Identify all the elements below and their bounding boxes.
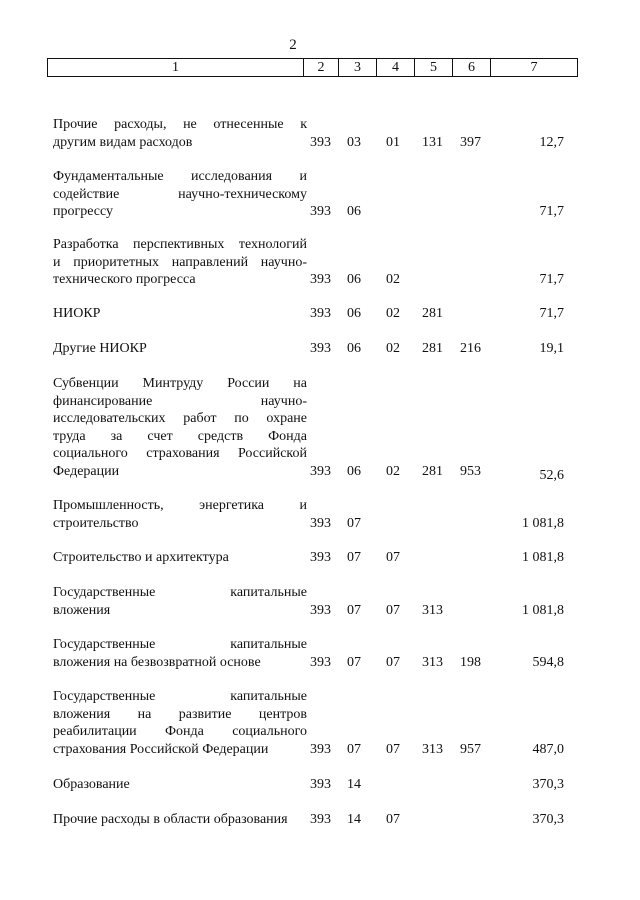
row-name-line: Субвенции Минтруду России на xyxy=(53,376,307,391)
row-name-line: Другие НИОКР xyxy=(53,341,147,356)
row-name-line: вложения xyxy=(53,602,111,618)
row-name-line: вложения на безвозвратной основе xyxy=(53,654,261,670)
cell-col-3: 07 xyxy=(347,550,361,565)
row-name xyxy=(53,375,307,480)
cell-col-7: 52,6 xyxy=(539,468,564,483)
cell-col-7: 487,0 xyxy=(532,741,564,757)
row-name-line: Строительство и архитектура xyxy=(53,550,229,565)
cell-col-3: 06 xyxy=(347,204,361,219)
row-name xyxy=(53,636,307,671)
row-name-line: содействие научно-техническому xyxy=(53,186,307,202)
column-header-6: 6 xyxy=(453,59,491,77)
cell-col-7: 370,3 xyxy=(532,777,564,792)
cell-col-3: 06 xyxy=(347,272,361,287)
cell-col-3: 06 xyxy=(347,341,361,356)
row-name xyxy=(53,236,307,289)
row-name-line: Прочие расходы в области образования xyxy=(53,812,288,827)
cell-col-6: 397 xyxy=(460,134,481,150)
cell-col-2: 393 xyxy=(310,463,331,479)
row-name-line: Фундаментальные исследования и xyxy=(53,169,307,184)
row-name-line: НИОКР xyxy=(53,306,101,321)
cell-col-4: 02 xyxy=(386,306,400,321)
cell-col-3: 03 xyxy=(347,134,361,150)
row-name xyxy=(53,549,307,567)
cell-col-6: 953 xyxy=(460,463,481,479)
cell-col-7: 1 081,8 xyxy=(522,515,564,531)
row-name xyxy=(53,811,307,829)
cell-col-4: 07 xyxy=(386,550,400,565)
row-name xyxy=(53,497,307,532)
cell-col-3: 14 xyxy=(347,812,361,827)
cell-col-3: 07 xyxy=(347,741,361,757)
page-number: 2 xyxy=(289,37,297,53)
row-name-line: строительство xyxy=(53,515,139,531)
column-header-1: 1 xyxy=(48,59,304,77)
cell-col-2: 393 xyxy=(310,306,331,321)
row-name-line: технического прогресса xyxy=(53,272,196,287)
cell-col-4: 02 xyxy=(386,341,400,356)
row-name xyxy=(53,168,307,221)
cell-col-5: 281 xyxy=(422,306,443,321)
cell-col-3: 06 xyxy=(347,306,361,321)
column-header-5: 5 xyxy=(415,59,453,77)
row-name xyxy=(53,688,307,758)
row-name xyxy=(53,584,307,619)
cell-col-2: 393 xyxy=(310,812,331,827)
cell-col-2: 393 xyxy=(310,272,331,287)
cell-col-7: 19,1 xyxy=(539,341,564,356)
cell-col-2: 393 xyxy=(310,550,331,565)
row-name-line: Федерации xyxy=(53,463,120,479)
row-name xyxy=(53,116,307,151)
cell-col-2: 393 xyxy=(310,741,331,757)
row-name-line: социального страхования Российской xyxy=(53,446,307,461)
cell-col-3: 07 xyxy=(347,654,361,670)
cell-col-7: 1 081,8 xyxy=(522,602,564,618)
row-name xyxy=(53,776,307,794)
cell-col-3: 07 xyxy=(347,602,361,618)
cell-col-5: 281 xyxy=(422,463,443,479)
row-name-line: реабилитации Фонда социального xyxy=(53,724,307,739)
column-header-table xyxy=(47,58,578,77)
cell-col-4: 07 xyxy=(386,741,400,757)
cell-col-7: 1 081,8 xyxy=(522,550,564,565)
cell-col-2: 393 xyxy=(310,204,331,219)
cell-col-7: 370,3 xyxy=(532,812,564,827)
cell-col-5: 313 xyxy=(422,741,443,757)
cell-col-4: 02 xyxy=(386,463,400,479)
column-header-2: 2 xyxy=(304,59,339,77)
cell-col-4: 07 xyxy=(386,812,400,827)
row-name-line: Образование xyxy=(53,777,130,792)
cell-col-3: 14 xyxy=(347,777,361,792)
row-name-line: исследовательских работ по охране xyxy=(53,411,307,426)
cell-col-6: 957 xyxy=(460,741,481,757)
row-name-line: Государственные капитальные xyxy=(53,689,307,704)
cell-col-5: 313 xyxy=(422,654,443,670)
cell-col-4: 01 xyxy=(386,134,400,150)
row-name-line: прогрессу xyxy=(53,204,114,219)
cell-col-6: 198 xyxy=(460,654,481,670)
cell-col-4: 07 xyxy=(386,602,400,618)
column-header-3: 3 xyxy=(339,59,377,77)
row-name-line: Государственные капитальные xyxy=(53,637,307,652)
row-name-line: Разработка перспективных технологий xyxy=(53,237,307,252)
row-name-line: страхования Российской Федерации xyxy=(53,741,269,757)
cell-col-5: 313 xyxy=(422,602,443,618)
cell-col-7: 71,7 xyxy=(539,204,564,219)
cell-col-4: 02 xyxy=(386,272,400,287)
column-header-7: 7 xyxy=(491,59,578,77)
cell-col-2: 393 xyxy=(310,654,331,670)
row-name-line: Промышленность, энергетика и xyxy=(53,498,307,513)
cell-col-7: 12,7 xyxy=(539,134,564,150)
cell-col-5: 281 xyxy=(422,341,443,356)
cell-col-7: 71,7 xyxy=(539,272,564,287)
row-name-line: вложения на развитие центров xyxy=(53,706,307,722)
cell-col-3: 06 xyxy=(347,463,361,479)
row-name-line: другим видам расходов xyxy=(53,134,193,150)
cell-col-2: 393 xyxy=(310,134,331,150)
row-name-line: труда за счет средств Фонда xyxy=(53,428,307,444)
cell-col-3: 07 xyxy=(347,515,361,531)
column-header-row xyxy=(48,59,578,77)
cell-col-2: 393 xyxy=(310,777,331,792)
row-name xyxy=(53,340,307,358)
row-name-line: Прочие расходы, не отнесенные к xyxy=(53,117,307,132)
cell-col-7: 594,8 xyxy=(532,654,564,670)
row-name-line: финансирование научно- xyxy=(53,393,307,409)
cell-col-4: 07 xyxy=(386,654,400,670)
cell-col-2: 393 xyxy=(310,341,331,356)
cell-col-6: 216 xyxy=(460,341,481,356)
cell-col-2: 393 xyxy=(310,515,331,531)
cell-col-2: 393 xyxy=(310,602,331,618)
row-name-line: Государственные капитальные xyxy=(53,585,307,600)
column-header-4: 4 xyxy=(377,59,415,77)
row-name-line: и приоритетных направлений научно- xyxy=(53,254,307,270)
cell-col-7: 71,7 xyxy=(539,306,564,321)
cell-col-5: 131 xyxy=(422,134,443,150)
row-name xyxy=(53,305,307,323)
